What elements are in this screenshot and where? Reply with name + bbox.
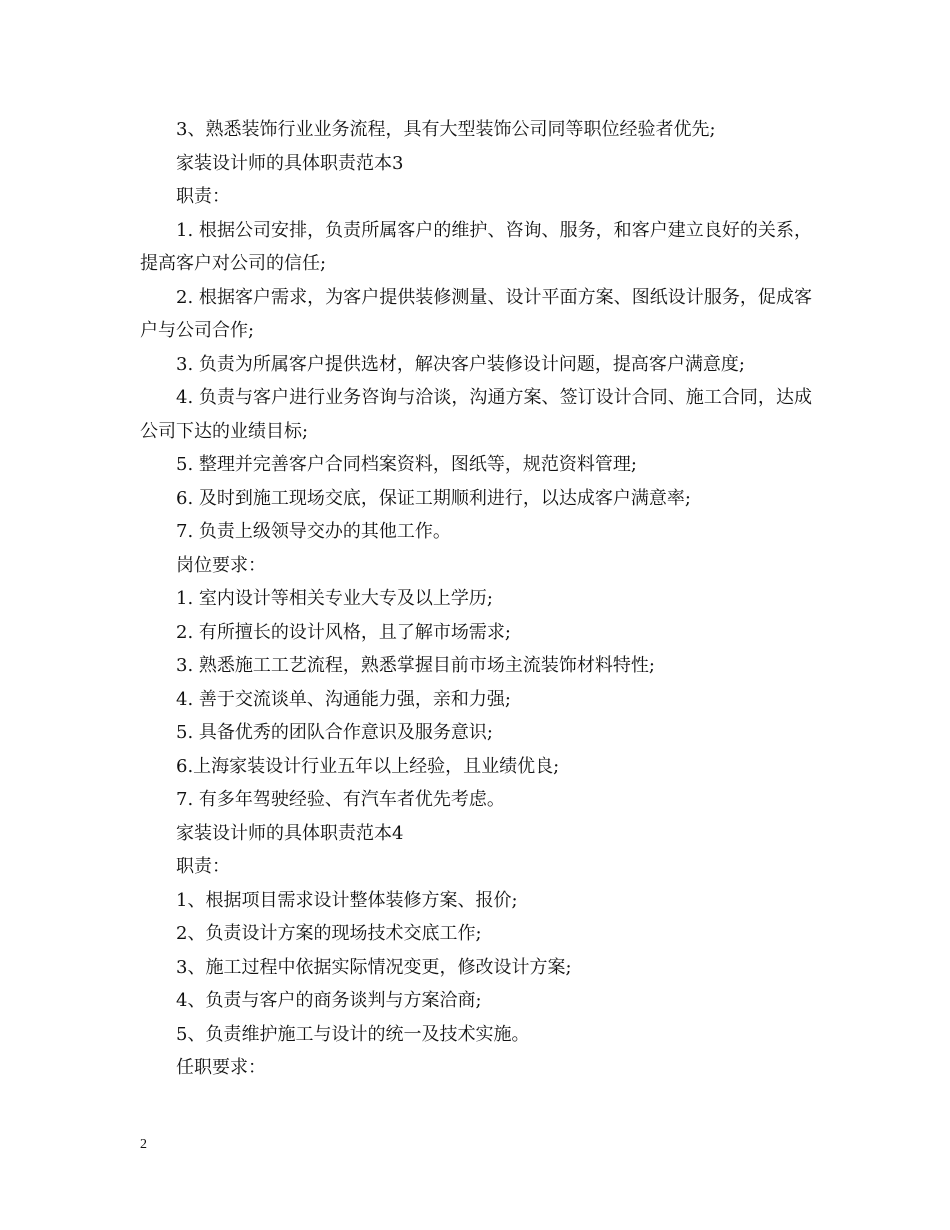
subheading: 职责： [176,186,230,207]
document-body [140,113,812,1085]
list-item: 1. 根据公司安排，负责所属客户的维护、咨询、服务，和客户建立良好的关系，提高客户对公司的信任; [140,219,812,274]
list-item: 3. 熟悉施工工艺流程，熟悉掌握目前市场主流装饰材料特性; [176,655,655,676]
list-item: 4. 负责与客户进行业务咨询与洽谈，沟通方案、签订设计合同、施工合同，达成公司下达的业绩目标; [140,387,812,442]
list-item: 3. 负责为所属客户提供选材，解决客户装修设计问题，提高客户满意度; [176,353,745,375]
list-item: 7. 有多年驾驶经验、有汽车者优先考虑。 [176,789,505,810]
list-item: 6.上海家装设计行业五年以上经验，且业绩优良; [176,755,560,777]
section-heading: 家装设计师的具体职责范本4 [176,822,404,844]
subheading: 岗位要求： [176,554,266,576]
paragraph: 3、熟悉装饰行业业务流程，具有大型装饰公司同等职位经验者优先; [176,119,716,140]
list-item: 4. 善于交流谈单、沟通能力强，亲和力强; [176,688,511,710]
section-heading: 家装设计师的具体职责范本3 [176,152,404,174]
list-item: 1、根据项目需求设计整体装修方案、报价; [176,889,518,911]
list-item: 1. 室内设计等相关专业大专及以上学历; [176,588,493,609]
list-item: 2. 有所擅长的设计风格，且了解市场需求; [176,621,511,643]
subheading: 职责： [176,856,230,877]
page-number: 2 [140,1137,147,1152]
list-item: 6. 及时到施工现场交底，保证工期顺利进行，以达成客户满意率; [176,487,691,509]
list-item: 5、负责维护施工与设计的统一及技术实施。 [176,1023,530,1045]
list-item: 2、负责设计方案的现场技术交底工作; [176,923,482,944]
list-item: 3、施工过程中依据实际情况变更，修改设计方案; [176,956,572,978]
list-item: 7. 负责上级领导交办的其他工作。 [176,521,451,542]
list-item: 5. 整理并完善客户合同档案资料，图纸等，规范资料管理; [176,454,637,475]
list-item: 5. 具备优秀的团队合作意识及服务意识; [176,722,493,743]
list-item: 4、负责与客户的商务谈判与方案洽商; [176,990,482,1011]
list-item: 2. 根据客户需求，为客户提供装修测量、设计平面方案、图纸设计服务，促成客户与公司合作; [140,286,812,341]
subheading: 任职要求： [176,1057,266,1078]
